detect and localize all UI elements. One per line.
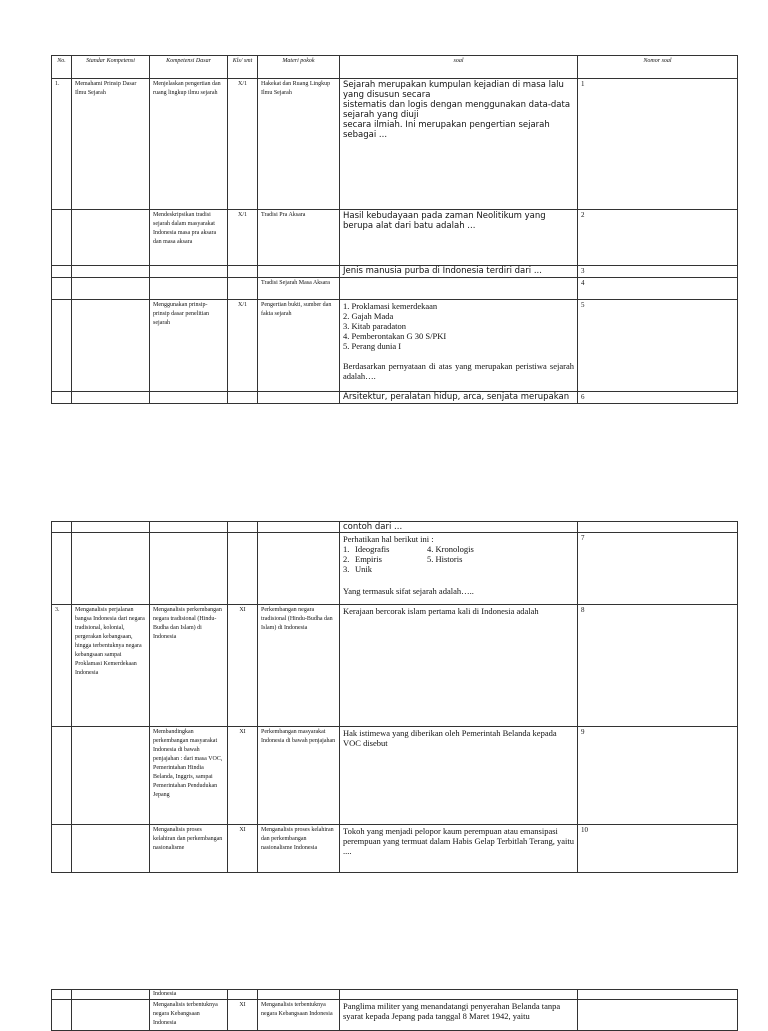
nomor-soal: 7 (578, 533, 738, 605)
table-row (52, 605, 738, 727)
table-row (52, 825, 738, 873)
soal-text-content: Sejarah merupakan kumpulan kejadian di masa lalu yang disusun secara sistematis dan logis dengan menggunakan data-data sejarah yang diuji secara ilmiah. Ini merupakan pengertian sejarah sebagai ... (343, 80, 571, 140)
materi-pokok: Tradisi Sejarah Masa Aksara (258, 278, 340, 300)
kelas-semester: X/1 (228, 300, 258, 392)
table-row (52, 1000, 738, 1031)
table-row (52, 300, 738, 392)
nomor-soal: 3 (578, 266, 738, 278)
materi-pokok: Menganalisis proses kelahiran dan perkembangan nasionalisme Indonesia (258, 825, 340, 873)
header-kls: Kls/ smt (228, 56, 258, 79)
table-row (52, 210, 738, 266)
materi-pokok: Perkembangan masyarakat Indonesia di bawah penjajahan (258, 727, 340, 825)
soal-text (340, 533, 578, 605)
soal-text: Arsitektur, peralatan hidup, arca, senjata merupakan (340, 392, 578, 404)
nomor-soal: 8 (578, 605, 738, 727)
row-no: 3. (52, 605, 72, 727)
soal-text: Kerajaan bercorak islam pertama kali di Indonesia adalah (340, 605, 578, 727)
materi-pokok: Tradisi Pra Aksara (258, 210, 340, 266)
kompetensi-dasar: Menganalisis perkembangan negara tradisional (Hindu-Budha dan Islam) di Indonesia (150, 605, 228, 727)
soal-text: Jenis manusia purba di Indonesia terdiri dari ... (340, 266, 578, 278)
soal-question: Berdasarkan pernyataan di atas yang merupakan peristiwa sejarah adalah…. (343, 361, 574, 381)
row-no: 1. (52, 79, 72, 210)
kompetensi-dasar: Mendeskripsikan tradisi sejarah dalam masyarakat Indonesia masa pra aksara dan masa aksara (150, 210, 228, 266)
nomor-soal: 4 (578, 278, 738, 300)
list-item: 1. Ideografis 4. Kronologis (343, 544, 474, 554)
table-row (52, 727, 738, 825)
header-materi: Materi pokok (258, 56, 340, 79)
header-nomor: Nomor soal (578, 56, 738, 79)
standar-kompetensi: Memahami Prinsip Dasar Ilmu Sejarah (72, 79, 150, 210)
nomor-soal: 1 (578, 79, 738, 210)
kompetensi-dasar: Indonesia (150, 990, 228, 1000)
kompetensi-dasar: Menganalisis terbentuknya negara Kebangsaan Indonesia (150, 1000, 228, 1031)
statement-grid (343, 544, 574, 574)
header-row (52, 56, 738, 79)
list-item: 3. Kitab paradaton (343, 321, 407, 331)
header-kompetensi: Kompetensi Dasar (150, 56, 228, 79)
standar-kompetensi: Menganalisis perjalanan bangsa Indonesia dari negara tradisional, kolonial, pergerakan kebangsaan, hingga terbentuknya negara kebangsaan sampai Proklamasi Kemerdekaan Indonesia (72, 605, 150, 727)
soal-intro: Perhatikan hal berikut ini : (343, 534, 434, 544)
soal-text (340, 300, 578, 392)
header-standar: Standar Kompetensi (72, 56, 150, 79)
list-item: 2. Empiris 5. Historis (343, 554, 463, 564)
statement-list (343, 301, 574, 351)
table-row (52, 533, 738, 605)
table-row (52, 266, 738, 278)
kelas-semester: XI (228, 605, 258, 727)
list-item: 3. Unik (343, 564, 372, 574)
grid-table-3 (51, 989, 738, 1031)
soal-text: Tokoh yang menjadi pelopor kaum perempuan atau emansipasi perempuan yang termuat dalam Habis Gelap Terbitlah Terang, yaitu .... (340, 825, 578, 873)
list-item: 4. Pemberontakan G 30 S/PKI (343, 331, 447, 341)
kompetensi-dasar: Menggunakan prinsip-prinsip dasar penelitian sejarah (150, 300, 228, 392)
soal-text: Hasil kebudayaan pada zaman Neolitikum yang berupa alat dari batu adalah ... (340, 210, 578, 266)
nomor-soal: 2 (578, 210, 738, 266)
kompetensi-dasar: Membandingkan perkembangan masyarakat Indonesia di bawah penjajahan : dari masa VOC, Pemerintahan Hindia Belanda, Inggris, sampai Pemerintahan Pendudukan Jepang (150, 727, 228, 825)
table-row (52, 522, 738, 533)
soal-text (340, 79, 578, 210)
materi-pokok: Pengertian bukti, sumber dan fakta sejarah (258, 300, 340, 392)
table-row (52, 990, 738, 1000)
kompetensi-dasar: Menganalisis proses kelahiran dan perkembangan nasionalisme (150, 825, 228, 873)
kompetensi-dasar: Menjelaskan pengertian dan ruang lingkup ilmu sejarah (150, 79, 228, 210)
header-no: No. (52, 56, 72, 79)
kelas-semester: X/1 (228, 210, 258, 266)
nomor-soal: 9 (578, 727, 738, 825)
list-item: 2. Gajah Mada (343, 311, 394, 321)
header-soal: soal (340, 56, 578, 79)
grid-table-2 (51, 521, 738, 873)
materi-pokok: Perkembangan negara tradisional (Hindu-Budha dan Islam) di Indonesia (258, 605, 340, 727)
nomor-soal: 10 (578, 825, 738, 873)
soal-text: Hak istimewa yang diberikan oleh Pemerintah Belanda kepada VOC disebut (340, 727, 578, 825)
soal-text: Panglima militer yang menandatangi penyerahan Belanda tanpa syarat kepada Jepang pada tanggal 8 Maret 1942, yaitu (340, 1000, 578, 1031)
grid-table-1 (51, 55, 738, 404)
nomor-soal: 6 (578, 392, 738, 404)
list-item: 5. Perang dunia I (343, 341, 402, 351)
nomor-soal: 5 (578, 300, 738, 392)
materi-pokok: Menganalisis terbentuknya negara Kebangsaan Indonesia (258, 1000, 340, 1031)
table-row (52, 79, 738, 210)
table-row (52, 278, 738, 300)
table-row (52, 392, 738, 404)
kelas-semester: XI (228, 1000, 258, 1031)
soal-question: Yang termasuk sifat sejarah adalah….. (343, 586, 474, 596)
kelas-semester: XI (228, 727, 258, 825)
soal-text: contoh dari ... (340, 522, 578, 533)
materi-pokok: Hakekat dan Ruang Lingkup Ilmu Sejarah (258, 79, 340, 210)
list-item: 1. Proklamasi kemerdekaan (343, 301, 438, 311)
kelas-semester: X/1 (228, 79, 258, 210)
kelas-semester: XI (228, 825, 258, 873)
